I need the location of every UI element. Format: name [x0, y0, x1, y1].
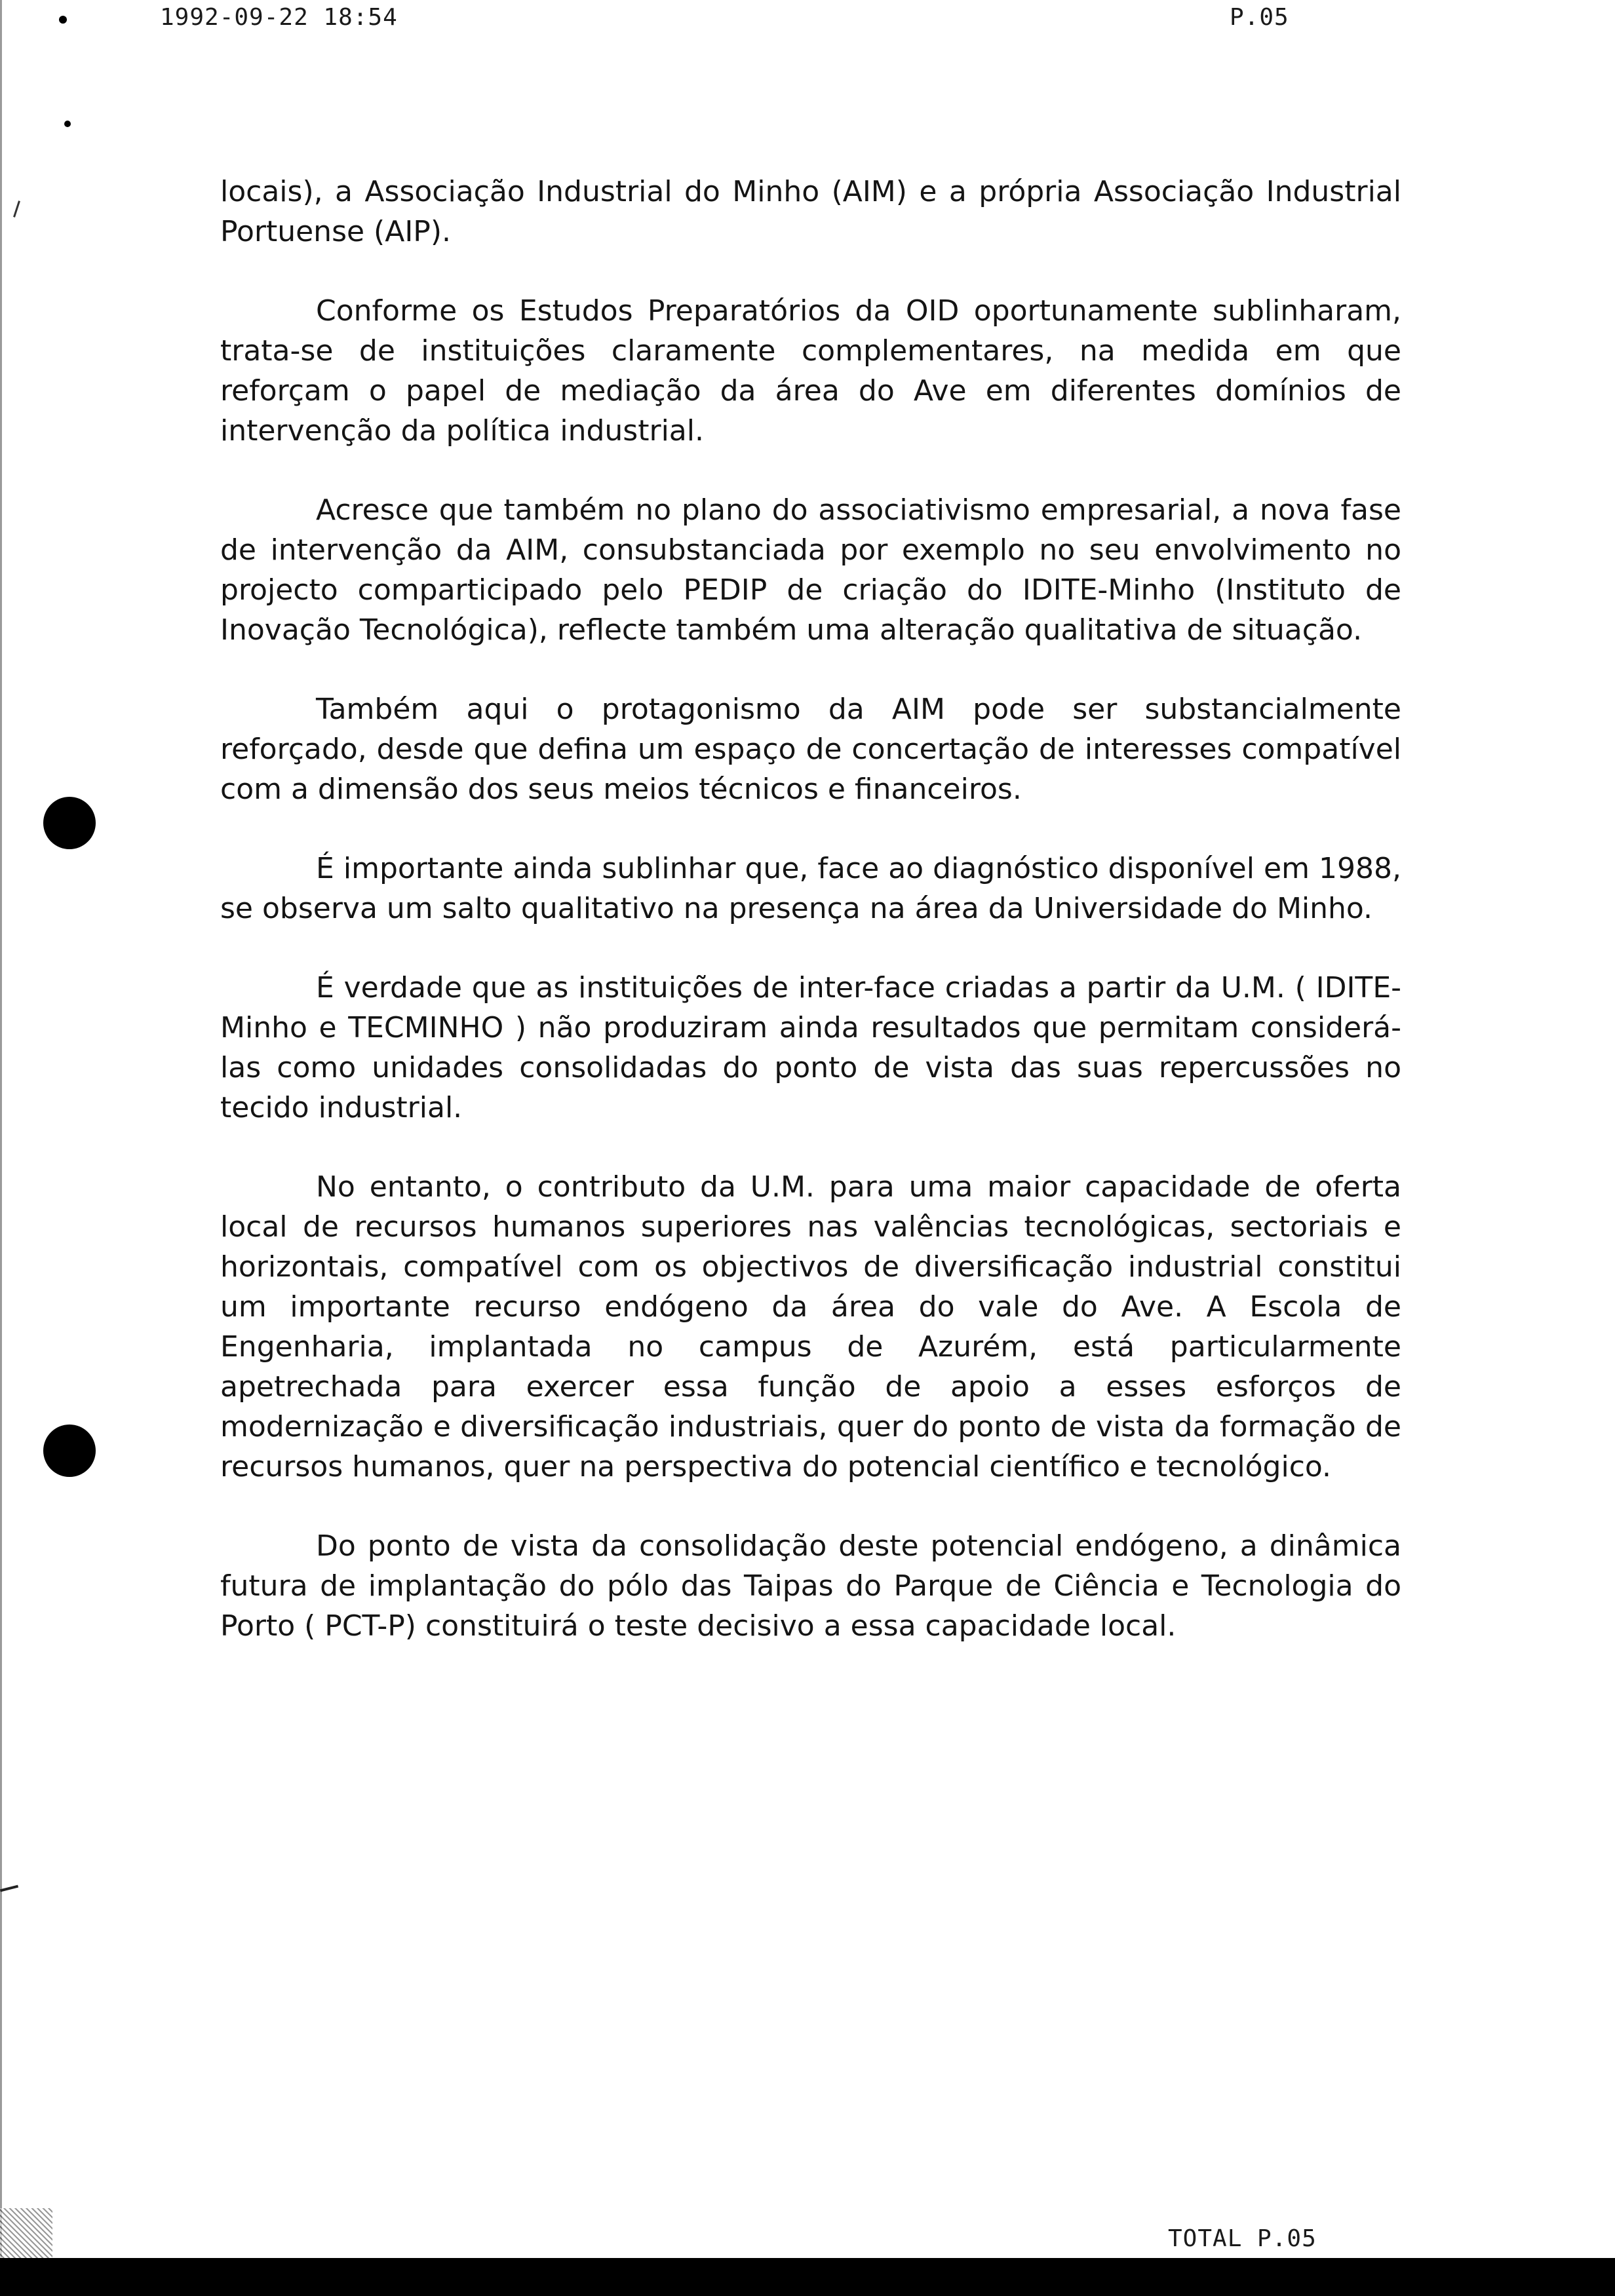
page-left-edge	[0, 0, 2, 2296]
paragraph-2: Conforme os Estudos Preparatórios da OID oportunamente sublinharam, trata-se de instituições claramente complementares, na medida em que reforçam o papel de mediação da área do Ave em diferentes domínios de intervenção da política industrial.	[220, 294, 1401, 448]
fax-datetime: 1992-09-22 18:54	[160, 4, 398, 31]
scan-noise	[0, 2208, 52, 2261]
document-body	[220, 172, 1401, 1685]
paragraph-4: Também aqui o protagonismo da AIM pode ser substancialmente reforçado, desde que defina um espaço de concertação de interesses compatível com a dimensão dos seus meios técnicos e financeiros.	[220, 693, 1401, 806]
margin-mark	[13, 201, 20, 218]
punch-hole-mark	[43, 1425, 96, 1477]
paragraph-5: É importante ainda sublinhar que, face ao diagnóstico disponível em 1988, se observa um salto qualitativo na presença na área da Universidade do Minho.	[220, 852, 1401, 925]
punch-hole-mark	[43, 797, 96, 849]
fax-total-pages: TOTAL P.05	[1168, 2225, 1317, 2252]
paragraph-1: locais), a Associação Industrial do Minho (AIM) e a própria Associação Industrial Portuense (AIP).	[220, 175, 1401, 248]
paragraph-8: Do ponto de vista da consolidação deste potencial endógeno, a dinâmica futura de implantação do pólo das Taipas do Parque de Ciência e Tecnologia do Porto ( PCT-P) constituirá o teste decisivo a essa capacidade local.	[220, 1529, 1401, 1643]
paragraph-3: Acresce que também no plano do associativismo empresarial, a nova fase de intervenção da AIM, consubstanciada por exemplo no seu envolvimento no projecto comparticipado pelo PEDIP de criação do IDITE-Minho (Instituto de Inovação Tecnológica), reflecte também uma alteração qualitativa de situação.	[220, 493, 1401, 647]
fax-page-number: P.05	[1230, 4, 1289, 31]
scan-speck	[59, 16, 67, 24]
paragraph-7: No entanto, o contributo da U.M. para uma maior capacidade de oferta local de recursos humanos superiores nas valências tecnológicas, sectoriais e horizontais, compatível com os objectivos de diversificação industrial constitui um importante recurso endógeno da área do vale do Ave. A Escola de Engenharia, implantada no campus de Azurém, está particularmente apetrechada para exercer essa função de apoio a esses esforços de modernização e diversificação industriais, quer do ponto de vista da formação de recursos humanos, quer na perspectiva do potencial científico e tecnológico.	[220, 1170, 1401, 1483]
scan-speck	[64, 121, 71, 127]
margin-tick-mark	[0, 1885, 18, 1892]
paragraph-6: É verdade que as instituições de inter-face criadas a partir da U.M. ( IDITE-Minho e TECMINHO ) não produziram ainda resultados que permitam considerá-las como unidades consolidadas do ponto de vista das suas repercussões no tecido industrial.	[220, 971, 1401, 1124]
scan-bottom-border	[0, 2258, 1615, 2296]
